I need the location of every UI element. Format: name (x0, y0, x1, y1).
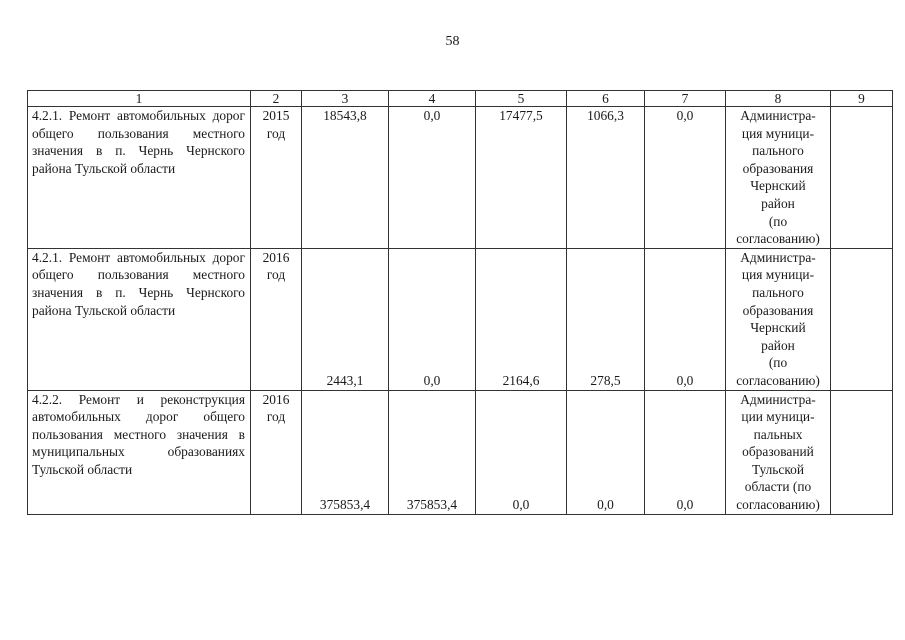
page-number: 58 (445, 34, 460, 49)
responsible-line: Администра- (740, 108, 816, 123)
value-col9 (831, 390, 893, 514)
value-col4: 0,0 (389, 248, 476, 390)
responsible-line: ция муници- (741, 267, 815, 283)
responsible-line: (по (768, 355, 788, 371)
value-col5: 0,0 (476, 390, 567, 514)
responsible-line: области (по (744, 479, 812, 495)
responsible-executor (726, 248, 831, 390)
responsible-line: Чернский (750, 178, 806, 194)
value-col3: 375853,4 (302, 390, 389, 514)
responsible-executor (726, 390, 831, 514)
responsible-line: согласованию) (736, 497, 820, 513)
value-col3: 2443,1 (302, 248, 389, 390)
header-cell: 2 (251, 91, 302, 107)
responsible-line: ции муници- (741, 409, 815, 425)
measure-year: 2016 год (251, 390, 302, 514)
value-col6: 0,0 (567, 390, 645, 514)
header-cell: 4 (389, 91, 476, 107)
responsible-line: Тульской (751, 461, 805, 477)
responsible-executor (726, 107, 831, 249)
table-row (28, 248, 893, 390)
value-col7: 0,0 (645, 248, 726, 390)
value-col9 (831, 107, 893, 249)
value-col6: 278,5 (567, 248, 645, 390)
responsible-line: пального (752, 284, 804, 300)
responsible-line: район (761, 195, 795, 211)
value-col4: 375853,4 (389, 390, 476, 514)
measures-table (27, 90, 893, 515)
responsible-line: район (761, 337, 795, 353)
measure-description: 4.2.1. Ремонт автомобильных дорог общего пользования местного значения в п. Чернь Чернского района Тульской области (28, 248, 251, 390)
measure-description: 4.2.2. Ремонт и реконструкция автомобильных дорог общего пользования местного значения в муниципальных образованиях Тульской области (28, 390, 251, 514)
responsible-line: согласованию) (736, 372, 820, 388)
header-cell: 5 (476, 91, 567, 107)
header-cell: 7 (645, 91, 726, 107)
responsible-line: согласованию) (736, 231, 820, 247)
table-row (28, 107, 893, 249)
responsible-line: ция муници- (741, 125, 815, 141)
header-cell: 9 (831, 91, 893, 107)
responsible-line: Администра- (740, 391, 816, 407)
header-cell: 6 (567, 91, 645, 107)
header-cell: 3 (302, 91, 389, 107)
responsible-line: Чернский (750, 320, 806, 336)
measure-description: 4.2.1. Ремонт автомобильных дорог общего пользования местного значения в п. Чернь Чернского района Тульской области (28, 107, 251, 249)
value-col6: 1066,3 (567, 107, 645, 249)
responsible-line: Администра- (740, 249, 816, 265)
value-col9 (831, 248, 893, 390)
table-row (28, 390, 893, 514)
responsible-line: пального (752, 143, 804, 159)
responsible-line: пальных (753, 426, 803, 442)
value-col3: 18543,8 (302, 107, 389, 249)
value-col7: 0,0 (645, 390, 726, 514)
responsible-line: образования (742, 160, 814, 176)
responsible-line: образований (742, 444, 814, 460)
measure-year: 2016 год (251, 248, 302, 390)
responsible-line: образования (742, 302, 814, 318)
value-col5: 17477,5 (476, 107, 567, 249)
value-col4: 0,0 (389, 107, 476, 249)
measure-year: 2015 год (251, 107, 302, 249)
header-cell: 8 (726, 91, 831, 107)
table-header-row (28, 91, 893, 107)
value-col5: 2164,6 (476, 248, 567, 390)
responsible-line: (по (768, 213, 788, 229)
header-cell: 1 (28, 91, 251, 107)
value-col7: 0,0 (645, 107, 726, 249)
